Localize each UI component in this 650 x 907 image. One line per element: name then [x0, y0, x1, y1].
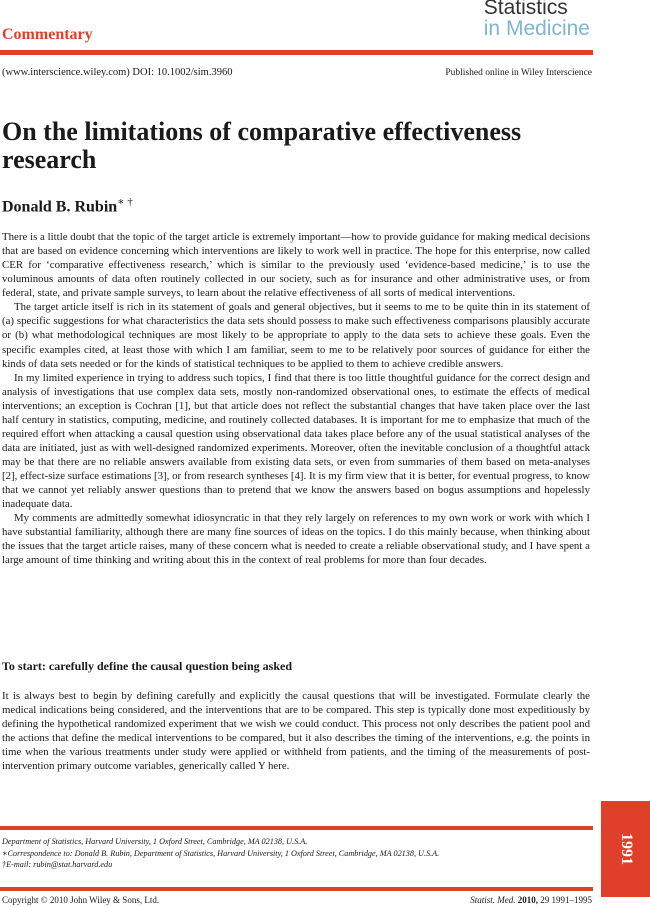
author-name: Donald B. Rubin: [2, 198, 118, 216]
page-number: 1991: [617, 833, 635, 865]
journal-logo: [484, 0, 590, 39]
citation-volume-pages: 29 1991–1995: [540, 895, 592, 905]
journal-logo-line2: in Medicine: [483, 17, 590, 40]
section-label: Commentary: [2, 26, 93, 43]
footnote-email[interactable]: †E-mail: rubin@stat.harvard.edu: [2, 860, 113, 869]
paragraph: The target article itself is rich in its statement of goals and general objectives, but it seems to me to be quite thin in its statement of (a) specific suggestions for what characteristics the data sets should possess to make such effectiveness comparisons plausibly accurate or (b) what methodological techniques are most likely to be appropriate to apply to the data sets to achieve these goals. Even the specific examples cited, at least those with which I am familiar, seem to me to be relatively poor sources of guidance for either the kinds of data sets needed or for the kinds of statistical techniques to be applied to them to achieve credible answers.: [2, 301, 590, 370]
citation: [470, 895, 592, 905]
article-title: On the limitations of comparative effectiveness research: [2, 117, 522, 174]
footer-rule: [0, 887, 593, 891]
journal-abbrev: Statist. Med.: [470, 895, 516, 905]
section-body: [2, 689, 590, 773]
paragraph: It is always best to begin by defining carefully and explicitly the causal questions that will be investigated. Formulate clearly the medical indications being considered, and the interventions that are to be compared. This step is typically done most expeditiously by defining the hypothetical randomized experiment that we wish we could conduct. This process not only describes the patient pool and the actions that define the medical interventions to be compared, but it also describes the timing of the interventions, e.g. the points in time when the various treatments under study were applied or withheld from patients, and the timing of the measurements of post-intervention primary outcome variables, generically called Y here.: [2, 690, 590, 773]
author-line: [2, 195, 133, 216]
footnote-rule: [0, 826, 593, 830]
citation-year: 2010,: [517, 895, 538, 905]
footnotes: [2, 836, 562, 871]
author-marks: ∗ †: [117, 196, 133, 208]
footnote-affiliation: Department of Statistics, Harvard University, 1 Oxford Street, Cambridge, MA 02138, U.S.A.: [2, 837, 308, 846]
article-body: [2, 230, 590, 568]
paragraph: My comments are admittedly somewhat idiosyncratic in that they rely largely on references to my own work or work with which I have substantial familiarity, although there are many fine sources of ideas on the topics. I do this mainly because, when thinking about the issues that the target article raises, many of these concern what is needed to create a reliable observational study, and I have spent a large amount of time thinking and writing about this in the context of real problems for more than four decades.: [2, 512, 590, 567]
doi-line[interactable]: (www.interscience.wiley.com) DOI: 10.1002/sim.3960: [2, 67, 233, 78]
footnote-correspondence: ∗Correspondence to: Donald B. Rubin, Department of Statistics, Harvard University, 1 Oxford Street, Cambridge, MA 02138, U.S.A.: [2, 848, 440, 858]
header-rule: [0, 50, 593, 55]
page-number-tab: [601, 801, 650, 897]
published-line: Published online in Wiley Interscience: [445, 68, 592, 78]
paragraph: In my limited experience in trying to address such topics, I find that there is too little thoughtful guidance for the correct design and analysis of investigations that use complex data sets, mostly non-randomized observational ones, to estimate the effects of medical interventions; an exception is Cochran [1], but that article does not reflect the substantial changes that have taken place over the last half century in statistics, computing, medicine, and routinely collected databases. It is important for me to emphasize that much of the required effort when attacking a causal question using observational data takes place before any of the usual statistical analyses of the data are initiated, just as with well-designed randomized experiments. Moreover, often the inevitable conclusion of a thoughtful attack may be that there are no reliable answers available from existing data sets, or even from summaries of them based on meta-analyses [2], effect-size surface estimations [3], or from research syntheses [4]. It is my firm view that it is better, for eventual progress, to know that we cannot yet reliably answer questions than to pretend that we know the answers based on bogus assumptions and hopelessly inadequate data.: [2, 371, 590, 511]
section-heading: To start: carefully define the causal question being asked: [2, 659, 293, 673]
copyright: Copyright © 2010 John Wiley & Sons, Ltd.: [2, 895, 160, 905]
paragraph: There is a little doubt that the topic of the target article is extremely important—how to provide guidance for making medical decisions that are based on evidence concerning which interventions are likely to work well in practice. The hope for this enterprise, now called CER for ‘comparative effectiveness research,’ which is similar to the previously used ‘evidence-based medicine,’ is to use the voluminous amounts of data often routinely collected in our society, such as for insurance and other administrative uses, or from federal, state, and private sample surveys, to learn about the relative effectiveness of all sorts of medical interventions.: [2, 231, 590, 300]
journal-logo-line1: Statistics: [483, 0, 568, 19]
